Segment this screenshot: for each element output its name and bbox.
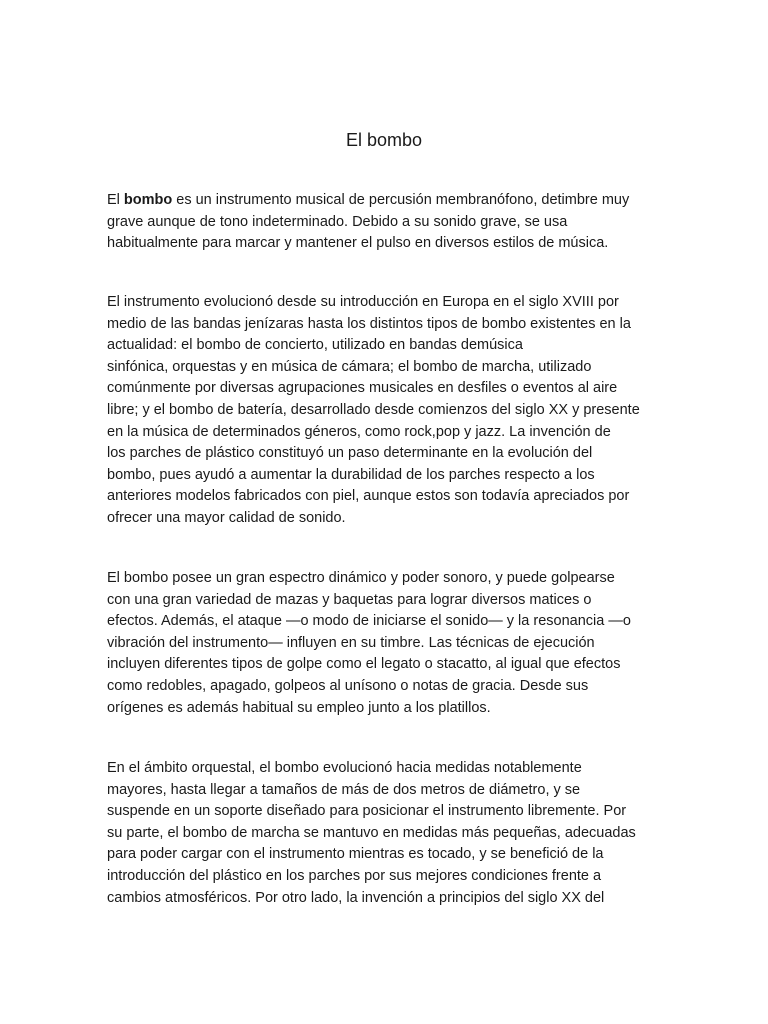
text-line bbox=[107, 568, 663, 590]
text-segment: comúnmente por diversas agrupaciones musicales en desfiles o eventos al aire bbox=[107, 380, 618, 397]
text-line bbox=[107, 190, 663, 212]
text-line bbox=[107, 335, 663, 357]
text-segment: El instrumento evolucionó desde su introducción en Europa en el siglo XVIII por bbox=[107, 294, 619, 310]
paragraph-evolution bbox=[107, 292, 663, 530]
text-segment: habitualmente para marcar y mantener el pulso en diversos estilos de música. bbox=[107, 235, 609, 252]
text-segment: como redobles, apagado, golpeos al unísono o notas de gracia. Desde sus bbox=[107, 677, 589, 694]
text-segment: es un instrumento musical de percusión membranófono, detimbre muy bbox=[172, 192, 630, 208]
paragraph-intro bbox=[107, 190, 663, 255]
text-segment: orígenes es además habitual su empleo junto a los platillos. bbox=[107, 699, 491, 716]
text-segment: sinfónica, orquestas y en música de cámara; el bombo de marcha, utilizado bbox=[107, 358, 592, 375]
text-line bbox=[107, 590, 663, 612]
text-segment: cambios atmosféricos. Por otro lado, la invención a principios del siglo XX del bbox=[107, 889, 605, 906]
text-line bbox=[107, 443, 663, 465]
text-line bbox=[107, 233, 663, 255]
text-segment: grave aunque de tono indeterminado. Debido a su sonido grave, se usa bbox=[107, 213, 568, 230]
text-line bbox=[107, 844, 663, 866]
text-segment: incluyen diferentes tipos de golpe como el legato o stacatto, al igual que efectos bbox=[107, 656, 621, 673]
text-line bbox=[107, 698, 663, 720]
text-segment: con una gran variedad de mazas y baquetas para lograr diversos matices o bbox=[107, 591, 592, 608]
text-line bbox=[107, 780, 663, 802]
text-line bbox=[107, 888, 663, 910]
text-line bbox=[107, 378, 663, 400]
text-line bbox=[107, 676, 663, 698]
bold-term: bombo bbox=[123, 192, 173, 208]
paragraph-dynamics bbox=[107, 568, 663, 719]
text-segment: vibración del instrumento— influyen en su timbre. Las técnicas de ejecución bbox=[107, 634, 595, 651]
text-segment: mayores, hasta llegar a tamaños de más de dos metros de diámetro, y se bbox=[107, 781, 581, 798]
paragraph-orchestral bbox=[107, 758, 663, 909]
text-segment: efectos. Además, el ataque —o modo de iniciarse el sonido— y la resonancia —o bbox=[107, 613, 631, 630]
text-segment: medio de las bandas jenízaras hasta los distintos tipos de bombo existentes en la bbox=[107, 315, 631, 332]
text-segment: anteriores modelos fabricados con piel, aunque estos son todavía apreciados por bbox=[107, 488, 630, 505]
text-segment: en la música de determinados géneros, como rock,pop y jazz. La invención de bbox=[107, 423, 611, 440]
text-segment: actualidad: el bombo de concierto, utilizado en bandas demúsica bbox=[107, 337, 523, 354]
text-line bbox=[107, 400, 663, 422]
text-segment: bombo, pues ayudó a aumentar la durabilidad de los parches respecto a los bbox=[107, 466, 595, 483]
text-segment: ofrecer una mayor calidad de sonido. bbox=[107, 509, 346, 526]
text-line bbox=[107, 508, 663, 530]
text-line bbox=[107, 633, 663, 655]
text-line bbox=[107, 654, 663, 676]
text-segment: suspende en un soporte diseñado para posicionar el instrumento libremente. Por bbox=[107, 803, 627, 820]
text-line bbox=[107, 314, 663, 336]
text-line bbox=[107, 758, 663, 780]
text-line bbox=[107, 486, 663, 508]
text-segment: los parches de plástico constituyó un paso determinante en la evolución del bbox=[107, 445, 593, 462]
text-segment: En el ámbito orquestal, el bombo evolucionó hacia medidas notablemente bbox=[107, 760, 582, 776]
text-line bbox=[107, 823, 663, 845]
text-segment: introducción del plástico en los parches por sus mejores condiciones frente a bbox=[107, 867, 602, 884]
page-title: El bombo bbox=[345, 130, 423, 150]
text-line bbox=[107, 801, 663, 823]
text-segment: para poder cargar con el instrumento mientras es tocado, y se benefició de la bbox=[107, 846, 604, 863]
text-segment: El bombo posee un gran espectro dinámico y poder sonoro, y puede golpearse bbox=[107, 570, 615, 586]
text-line bbox=[107, 866, 663, 888]
text-line bbox=[107, 611, 663, 633]
text-line bbox=[107, 212, 663, 234]
text-line bbox=[107, 465, 663, 487]
text-line bbox=[107, 357, 663, 379]
text-segment: libre; y el bombo de batería, desarrollado desde comienzos del siglo XX y presente bbox=[107, 401, 640, 418]
text-line bbox=[107, 422, 663, 444]
text-line bbox=[107, 292, 663, 314]
text-segment: su parte, el bombo de marcha se mantuvo en medidas más pequeñas, adecuadas bbox=[107, 824, 636, 841]
text-segment: El bbox=[107, 192, 124, 208]
